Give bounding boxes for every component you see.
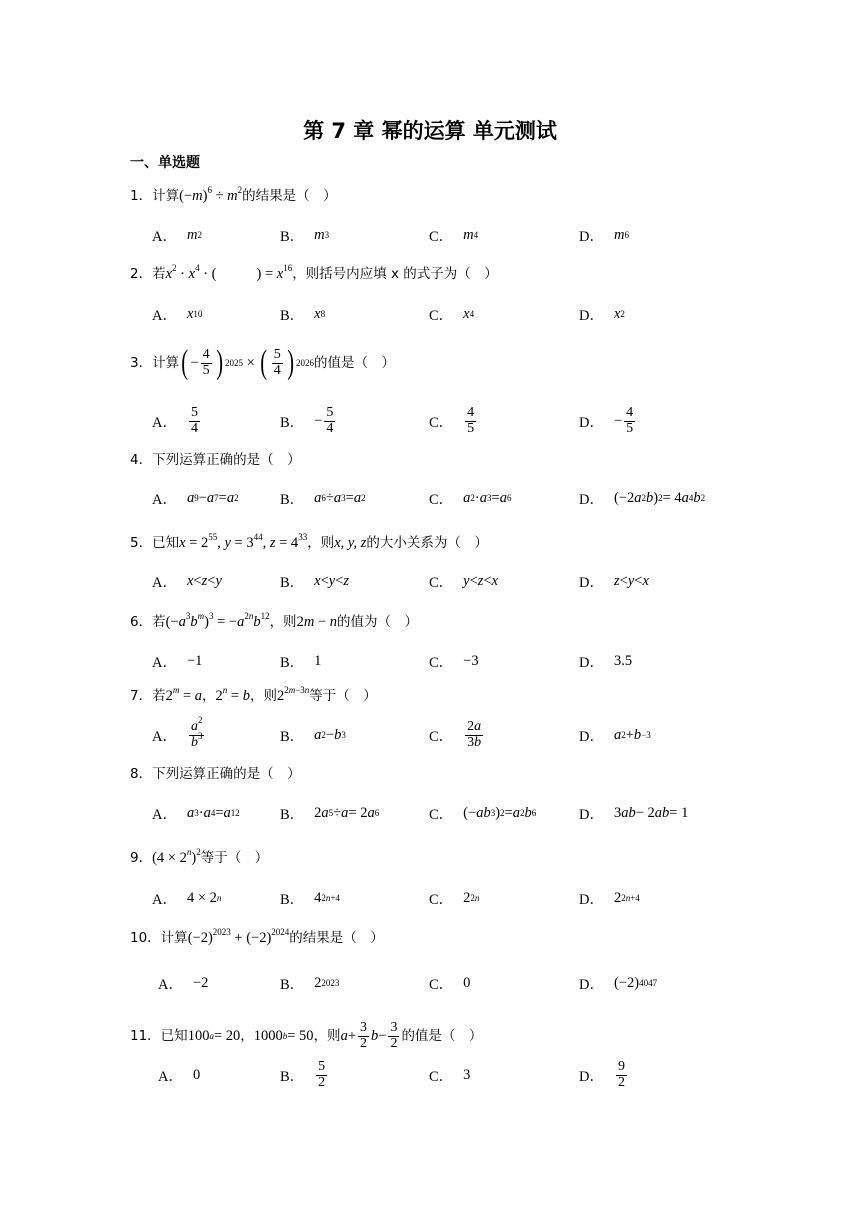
- q7-options: [152, 715, 752, 755]
- q1-option-b[interactable]: B． m 3: [280, 226, 330, 245]
- question-8: 8．下列运算正确的是（ ）: [130, 766, 301, 782]
- q6-option-b[interactable]: B． 1: [280, 652, 322, 671]
- q4-option-a[interactable]: A． a 9 − a 7 = a 2: [152, 489, 239, 508]
- q10-option-a[interactable]: A． −2: [158, 974, 209, 993]
- q7-option-c[interactable]: C． $\frac{2a}{3b}$: [429, 718, 482, 750]
- q3-option-c[interactable]: C． $\frac{4}{5}$: [429, 404, 475, 436]
- q9-option-c[interactable]: C． 2 2n: [429, 889, 480, 908]
- q1-options: [152, 217, 752, 253]
- q10-option-d[interactable]: D． (−2) 4047: [579, 974, 658, 993]
- q2-option-a[interactable]: A． x 10: [152, 305, 203, 324]
- q2-option-b[interactable]: B． x 8: [280, 305, 326, 324]
- question-1: 1．计算$(-m)^6 \div m^2$的结果是（ ）: [130, 185, 337, 204]
- q2-option-d[interactable]: D． x 2: [579, 305, 625, 324]
- q6-options: [152, 643, 752, 679]
- q6-option-c[interactable]: C． −3: [429, 652, 479, 671]
- q2-expression: $x^2 \cdot x^4$ · ( ) = $x^{16}$: [165, 263, 293, 282]
- q1-expression: $(-m)^6 \div m^2$: [179, 185, 243, 204]
- q2-option-c[interactable]: C． x 4: [429, 305, 475, 324]
- q11-option-a[interactable]: A． 0: [158, 1066, 201, 1085]
- q8-option-c[interactable]: C． (− ab 3 ) 2 = a 2 b 6: [429, 804, 537, 823]
- question-11: 11．已知 100 a = 20 ， 1000 b = 50 ，则 a + $\frac{3}{2}$ b − $\frac{3}{2}$ 的值是（ ）: [130, 1019, 483, 1051]
- q9-option-b[interactable]: B． 4 2n+4: [280, 889, 340, 908]
- q8-option-d[interactable]: D． 3 ab − 2 ab = 1: [579, 804, 689, 823]
- q3-option-a[interactable]: A． $\frac{5}{4}$: [152, 404, 198, 436]
- section-heading: 一、单选题: [130, 155, 200, 171]
- question-2: 2．若$x^2 \cdot x^4$ · ( ) = $x^{16}$，则括号内应填 x 的式子为（ ）: [130, 263, 498, 282]
- q9-option-d[interactable]: D． 2 2n+4: [579, 889, 640, 908]
- q8-option-a[interactable]: A． a 3 · a 4 = a 12: [152, 804, 240, 823]
- q3-expression: ( − $\frac{4}{5}$ ) 2025 × ( $\frac{5}{4}$ ) 2026: [181, 344, 315, 381]
- q6-expression: $(-a^3b^m)^3 = -a^{2n}b^{12}$: [165, 611, 270, 630]
- q5-option-b[interactable]: B． x < y < z: [280, 572, 350, 591]
- q10-option-c[interactable]: C． 0: [429, 974, 471, 993]
- question-7: 7．若$2^m = a$，$2^n = b$，则$2^{2m-3n}$等于（ ）: [130, 685, 377, 704]
- q5-expression: $x = 2^{55}$, $y = 3^{44}$, $z = 4^{33}$: [179, 532, 308, 551]
- q4-options: [152, 480, 752, 516]
- q2-options: [152, 296, 752, 332]
- q5-option-a[interactable]: A． x < z < y: [152, 572, 222, 591]
- q8-option-b[interactable]: B． 2 a 5 ÷ a = 2 a 6: [280, 804, 380, 823]
- q10-option-b[interactable]: B． 2 2023: [280, 974, 340, 993]
- question-4: 4．下列运算正确的是（ ）: [130, 452, 301, 468]
- q4-option-c[interactable]: C． a 2 · a 3 = a 6: [429, 489, 512, 508]
- q11-option-b[interactable]: B． $\frac{5}{2}$: [280, 1058, 326, 1090]
- q7-option-b[interactable]: B． a 2 − b 3: [280, 726, 346, 745]
- q11-option-d[interactable]: D． $\frac{9}{2}$: [579, 1058, 625, 1090]
- question-10: 10．计算$(-2)^{2023} + (-2)^{2024}$的结果是（ ）: [130, 927, 384, 946]
- q7-option-a[interactable]: A． $\frac{a^2}{b^3}$: [152, 714, 203, 750]
- q4-option-b[interactable]: B． a 6 ÷ a 3 = a 2: [280, 489, 366, 508]
- q3-option-b[interactable]: B． − $\frac{5}{4}$: [280, 404, 334, 436]
- q1-option-c[interactable]: C． m 4: [429, 226, 479, 245]
- question-6: 6．若$(-a^3b^m)^3 = -a^{2n}b^{12}$，则2m − n的值为（ ）: [130, 611, 418, 630]
- q4-option-d[interactable]: D． (−2 a 2 b ) 2 = 4 a 4 b 2: [579, 489, 706, 508]
- q6-option-d[interactable]: D． 3.5: [579, 652, 633, 671]
- q10-options: [158, 965, 758, 1001]
- q11-options: [158, 1055, 758, 1095]
- q3-option-d[interactable]: D． − $\frac{4}{5}$: [579, 404, 634, 436]
- page-title: 第 7 章 幂的运算 单元测试: [303, 119, 557, 143]
- q6-option-a[interactable]: A． −1: [152, 652, 203, 671]
- q9-options: [152, 880, 752, 916]
- q7-option-d[interactable]: D． a 2 + b −3: [579, 726, 651, 745]
- question-5: 5．已知$x = 2^{55}$, $y = 3^{44}$, $z = 4^{33}$，则x, y, z的大小关系为（ ）: [130, 532, 488, 551]
- q9-option-a[interactable]: A． 4 × 2 n: [152, 889, 222, 908]
- q5-options: [152, 563, 752, 599]
- question-9: 9．$(4 \times 2^n)^2$等于（ ）: [130, 847, 269, 866]
- q8-options: [152, 795, 752, 831]
- q1-option-a[interactable]: A． m 2: [152, 226, 202, 245]
- q5-option-d[interactable]: D． z < y < x: [579, 572, 649, 591]
- q5-option-c[interactable]: C． y < z < x: [429, 572, 499, 591]
- question-3: 3．计算 ( − $\frac{4}{5}$ ) 2025 × ( $\frac{5}{4}$ ) 2026 的值是（ ）: [130, 344, 396, 381]
- q3-options: [152, 401, 752, 441]
- q11-option-c[interactable]: C． 3: [429, 1066, 471, 1085]
- q1-option-d[interactable]: D． m 6: [579, 226, 629, 245]
